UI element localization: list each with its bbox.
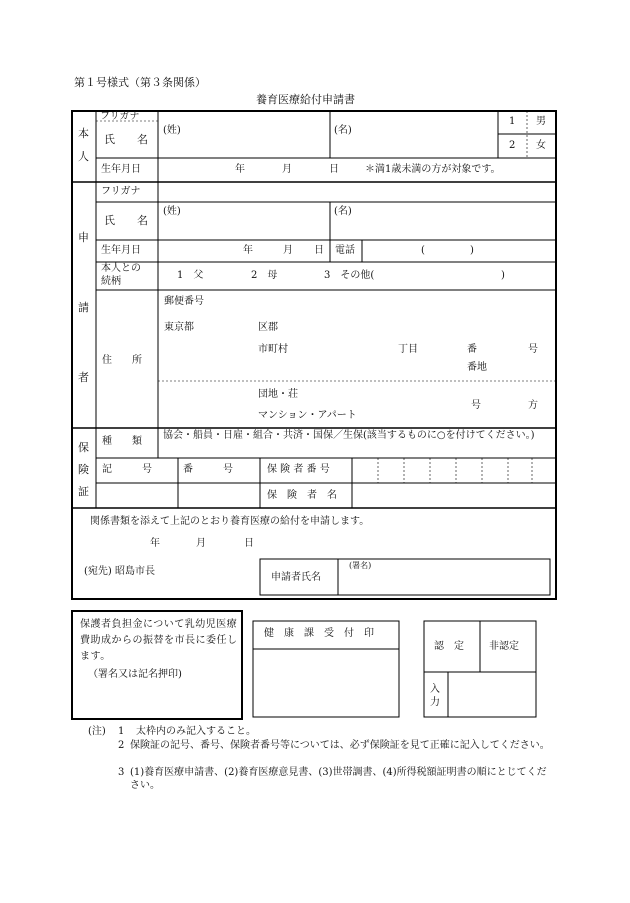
applicant-surname-field[interactable]: (姓) (163, 206, 181, 217)
signer-label: 申請者氏名 (271, 572, 321, 583)
patient-birth-year: 年 (235, 164, 245, 175)
note-2-text: 保険証の記号、番号、保険者番号等については、必ず保険証を見て正確に記入してください。 (130, 740, 550, 751)
phone-label: 電話 (335, 245, 355, 256)
insurance-section-label-3: 証 (78, 485, 89, 498)
go2-label: 号 (471, 400, 481, 411)
delegation-note: （署名又は記名押印) (88, 669, 182, 680)
mansion-label: マンション・アパート (258, 410, 357, 421)
note-3-text: (1)養育医療申請書、(2)養育医療意見書、(3)世帯調書、(4)所得税額証明書の順にとじてください。 (130, 767, 547, 791)
input-label-2: 力 (430, 697, 440, 708)
applicant-given-name-field[interactable]: (名) (334, 206, 352, 217)
addressee: (宛先) 昭島市長 (84, 566, 155, 577)
applicant-name-label: 氏 名 (104, 214, 148, 227)
declaration-month: 月 (196, 538, 206, 549)
relation-close-paren: ) (501, 270, 505, 281)
form-title: 養育医療給付申請書 (256, 93, 355, 106)
relation-father[interactable]: 1 父 (177, 270, 204, 281)
gender-2-num[interactable]: 2 (509, 140, 516, 151)
gender-male[interactable]: 男 (536, 116, 546, 127)
relation-other[interactable]: 3 その他( (324, 270, 375, 281)
input-label-1: 入 (430, 684, 440, 695)
patient-surname-field[interactable]: (姓) (163, 125, 181, 136)
tokyo-label: 東京都 (164, 322, 194, 333)
applicant-section-label-2: 請 (78, 301, 89, 314)
applicant-furigana-label: フリガナ (101, 186, 141, 197)
notes-lead: (注) (88, 726, 106, 737)
insurance-section-label-1: 保 (78, 441, 89, 454)
insurance-section-label-2: 険 (78, 463, 89, 476)
patient-name-label: 氏 名 (104, 133, 148, 146)
applicant-birthdate-label: 生年月日 (101, 245, 141, 256)
insurance-type-label: 種 類 (102, 436, 142, 447)
patient-birthdate-label: 生年月日 (101, 164, 141, 175)
patient-birth-day: 日 (329, 164, 339, 175)
signature-note: (署名) (349, 561, 372, 570)
applicant-birth-year: 年 (243, 245, 253, 256)
patient-section-label-2: 人 (78, 150, 89, 163)
applicant-birth-month: 月 (283, 245, 293, 256)
note-2-num: 2 (118, 740, 125, 751)
gender-1-num[interactable]: 1 (509, 116, 516, 127)
patient-given-name-field[interactable]: (名) (334, 125, 352, 136)
insurer-name-label: 保 険 者 名 (267, 490, 337, 501)
shi-cho-son-label: 市町村 (258, 344, 288, 355)
patient-furigana-label: フリガナ (100, 111, 140, 122)
note-1-num: 1 (118, 726, 125, 737)
kata-label: 方 (528, 400, 538, 411)
chome-label: 丁目 (398, 344, 418, 355)
danchi-label: 団地・荘 (258, 389, 298, 400)
reception-stamp-label: 健 康 課 受 付 印 (264, 628, 374, 639)
note-1-text: 太枠内のみ記入すること。 (136, 726, 256, 737)
declaration-text: 関係書類を添えて上記のとおり養育医療の給付を申請します。 (90, 516, 370, 527)
phone-open-paren: ( (421, 245, 425, 256)
delegation-text: 保護者負担金について乳幼児医療費助成からの振替を市長に委任します。 (80, 619, 238, 662)
insurance-number-label: 番 号 (183, 464, 233, 475)
phone-close-paren: ) (470, 245, 474, 256)
relation-label-1: 本人との (101, 263, 141, 274)
form-number: 第１号様式（第３条関係） (74, 76, 206, 89)
relation-mother[interactable]: 2 母 (251, 270, 278, 281)
postal-code-label: 郵便番号 (164, 296, 204, 307)
gender-female[interactable]: 女 (536, 140, 546, 151)
applicant-section-label-3: 者 (78, 371, 89, 384)
approved-option[interactable]: 認 定 (434, 641, 464, 652)
declaration-year: 年 (150, 538, 160, 549)
insurer-number-label: 保 険 者 番 号 (267, 464, 330, 475)
patient-section-label-1: 本 (78, 127, 89, 140)
address-label: 住 所 (102, 355, 142, 366)
applicant-birth-day: 日 (314, 245, 324, 256)
not-approved-option[interactable]: 非認定 (489, 641, 519, 652)
patient-birth-month: 月 (282, 164, 292, 175)
ban-label: 番 (467, 344, 477, 355)
note-3-num: 3 (118, 767, 125, 778)
insurance-type-options[interactable]: 協会・船員・日雇・組合・共済・国保／生保(該当するものに○を付けてください。) (163, 430, 535, 441)
insurance-symbol-label: 記 号 (102, 464, 152, 475)
age-note: ＊満1歳未満の方が対象です。 (365, 164, 501, 175)
go-label: 号 (528, 344, 538, 355)
applicant-section-label-1: 申 (78, 231, 89, 244)
ku-gun-label: 区郡 (258, 322, 278, 333)
relation-label-2: 続柄 (101, 276, 121, 287)
declaration-day: 日 (244, 538, 254, 549)
banchi-label: 番地 (467, 362, 487, 373)
